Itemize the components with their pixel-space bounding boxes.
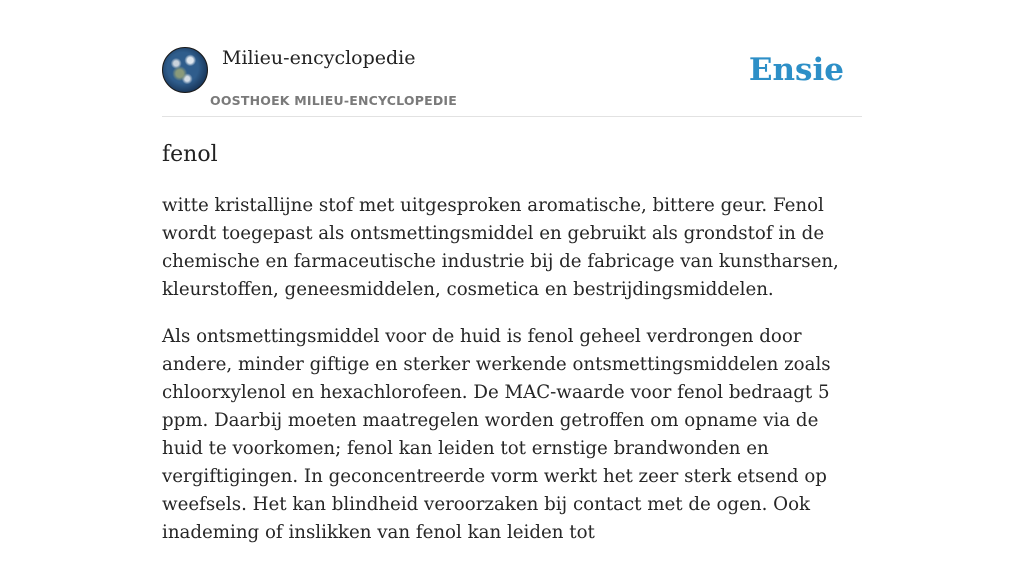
page — [162, 0, 862, 543]
article-title: fenol — [162, 142, 218, 167]
site-header — [162, 0, 862, 117]
article-body — [162, 192, 862, 566]
site-name[interactable]: Milieu-encyclopedie — [222, 47, 416, 69]
article-paragraph: witte kristallijne stof met uitgesproken aromatische, bittere geur. Fenol wordt toegepast als ontsmettingsmiddel en gebruikt als grondstof in de chemische en farmaceutische industrie bij de fabricage van kunstharsen, kleurstoffen, geneesmiddelen, cosmetica en bestrijdingsmiddelen. — [162, 195, 839, 300]
globe-earth-icon[interactable] — [162, 47, 208, 93]
article-paragraph: Als ontsmettingsmiddel voor de huid is fenol geheel verdrongen door andere, minder giftige en sterker werkende ontsmettingsmiddelen zoals chloorxylenol en hexachlorofeen. De MAC-waarde voor fenol bedraagt 5 ppm. Daarbij moeten maatregelen worden getroffen om opname via de huid te voorkomen; fenol kan leiden tot ernstige brandwonden en vergiftigingen. In geconcentreerde vorm werkt het zeer sterk etsend op weefsels. Het kan blindheid veroorzaken bij contact met de ogen. Ook inademing of inslikken van fenol kan leiden tot — [162, 326, 831, 543]
ensie-logo-link[interactable]: Ensie — [748, 52, 844, 88]
site-subtitle: OOSTHOEK MILIEU-ENCYCLOPEDIE — [210, 93, 457, 108]
